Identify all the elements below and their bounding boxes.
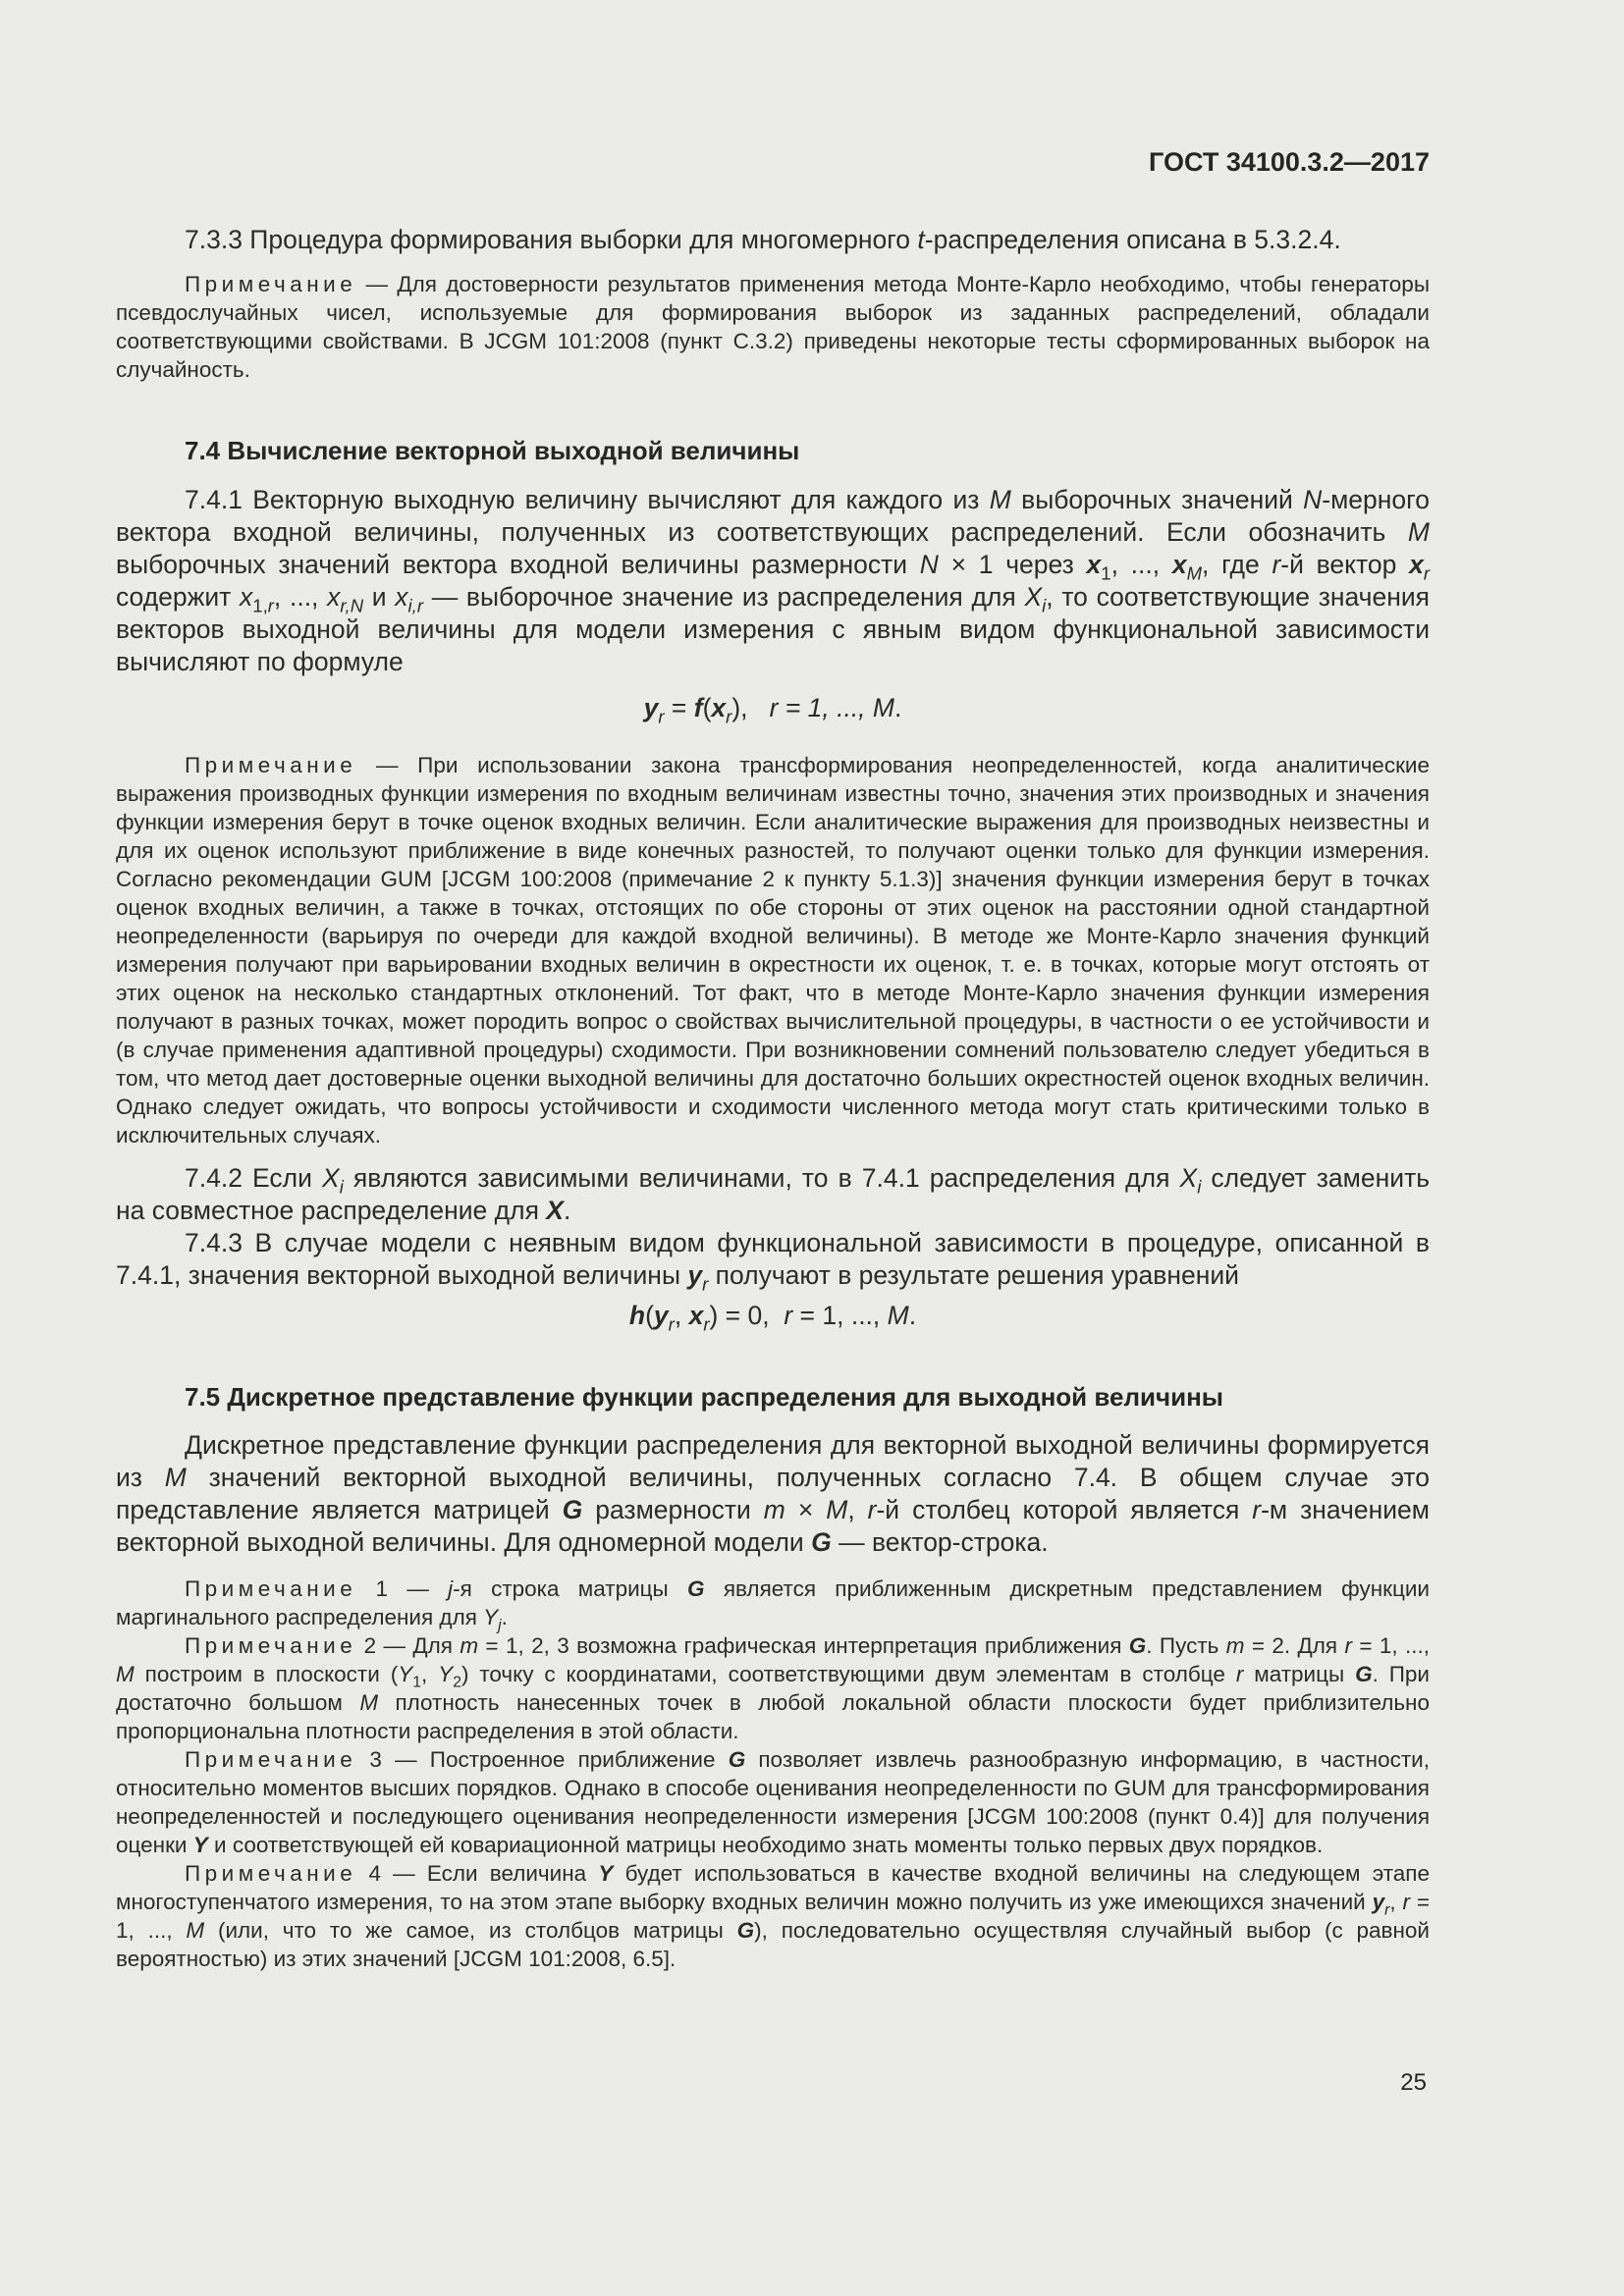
paragraph-7-4-3: 7.4.3 В случае модели с неявным видом функциональной зависимости в процедуре, описанной в 7.4.1, значения векторной выходной величины $y_r$ получают в результате решения уравнений	[116, 1228, 1430, 1295]
paragraph-7-3-3: 7.3.3 Процедура формирования выборки для многомерного t-распределения описана в 5.3.2.4.	[185, 225, 1341, 254]
paragraph-7-4-1: 7.4.1 Векторную выходную величину вычисляют для каждого из M выборочных значений N-мерного вектора входной величины, полученных из соответствующих распределений. Если обозначить M выборочных значений вектора входной величины размерности N × 1 через $x_1$, ..., $x_M$, где r-й вектор $x_r$ содержит $x_{1,r}$, ..., $x_{r,N}$ и $x_{i,r}$ — выборочное значение из распределения для $X_i$, то соответствующие значения векторов выходной величины для модели измерения с явным видом функциональной зависимости вычисляют по формуле	[116, 485, 1431, 676]
section-7-5-heading: 7.5 Дискретное представление функции распределения для выходной величины	[185, 1382, 1223, 1412]
note-label: Примечание	[185, 753, 357, 777]
note-label: Примечание	[185, 272, 357, 296]
section-7-4-heading: 7.4 Вычисление векторной выходной величины	[185, 436, 800, 465]
note-3: Примечание 3 — Построенное приближение G позволяет извлечь разнообразную информацию, в частности, относительно моментов высших порядков. Однако в способе оценивания неопределенности по GUM для трансформирования неопределенностей и последующего оценивания неопределенности измерения [JCGM 100:2008 (пункт 0.4)] для получения оценки Y и соответствующей ей ковариационной матрицы необходимо знать моменты только первых двух порядков.	[116, 1747, 1430, 1857]
note-label: Примечание	[185, 1576, 357, 1601]
paragraph-7-4-2: 7.4.2 Если $X_i$ являются зависимыми величинами, то в 7.4.1 распределения для $X_i$ следует заменить на совместное распределение для X.	[116, 1163, 1431, 1225]
note-uncertainty-propagation: Примечание — При использовании закона трансформирования неопределенностей, когда аналитические выражения производных функции измерения по входным величинам известны точно, значения этих производных и значения функции измерения берут в точке оценок входных величин. Если аналитические выражения для производных неизвестны и для их оценок используют приближение в виде конечных разностей, то получают оценки только для функции измерения. Согласно рекомендации GUM [JCGM 100:2008 (примечание 2 к пункту 5.1.3)] значения функции измерения берут в точках оценок входных величин, а также в точках, отстоящих по обе стороны от этих оценок на расстоянии одной стандартной неопределенности (варьируя по очереди для каждой входной величины). В методе же Монте-Карло значения функций измерения получают при варьировании входных величин в окрестности их оценок, т. е. в точках, которые могут отстоять от этих оценок на несколько стандартных отклонений. Тот факт, что в методе Монте-Карло значения функции измерения получают в разных точках, может породить вопрос о свойствах вычислительной процедуры, в частности о ее устойчивости и (в случае применения адаптивной процедуры) сходимости. При возникновении сомнений пользователю следует убедиться в том, что метод дает достоверные оценки выходной величины для достаточно больших окрестностей оценок входных величин. Однако следует ожидать, что вопросы устойчивости и сходимости численного метода могут стать критическими только в исключительных случаях.	[116, 753, 1430, 1148]
page-number: 25	[1400, 2069, 1427, 2096]
formula-explicit-model: $y_r = f(x_r)$, r = 1, ..., M.	[643, 693, 902, 727]
note-monte-carlo-generators: Примечание — Для достоверности результатов применения метода Монте-Карло необходимо, чтобы генераторы псевдослучайных чисел, используемые для формирования выборок из заданных распределений, обладали соответствующими свойствами. В JCGM 101:2008 (пункт С.3.2) приведены некоторые тесты сформированных выборок на случайность.	[116, 272, 1430, 382]
note-label: Примечание	[185, 1861, 357, 1886]
note-1: Примечание 1 — j-я строка матрицы G является приближенным дискретным представлением функции маргинального распределения для $Y_j$.	[116, 1576, 1430, 1634]
page-content	[116, 224, 1430, 1973]
standard-header: ГОСТ 34100.3.2—2017	[1149, 147, 1430, 177]
formula-implicit-model: $h(y_r$, $x_r) = 0$, r = 1, ..., M.	[628, 1301, 917, 1335]
note-4: Примечание 4 — Если величина Y будет использоваться в качестве входной величины на следующем этапе многоступенчатого измерения, то на этом этапе выборку входных величин можно получить из уже имеющихся значений $y_r$, r = 1, ..., M (или, что то же самое, из столбцов матрицы G), последовательно осуществляя случайный выбор (с равной вероятностью) из этих значений [JCGM 101:2008, 6.5].	[116, 1861, 1430, 1971]
paragraph-7-5: Дискретное представление функции распределения для векторной выходной величины формируется из M значений векторной выходной величины, полученных согласно 7.4. В общем случае это представление является матрицей G размерности m × M, r-й столбец которой является r-м значением векторной выходной величины. Для одномерной модели G — вектор-строка.	[116, 1430, 1430, 1557]
note-2: Примечание 2 — Для m = 1, 2, 3 возможна графическая интерпретация приближения G. Пусть m = 2. Для r = 1, ..., M построим в плоскости ($Y_1$, $Y_2$) точку с координатами, соответствующими двум элементам в столбце r матрицы G. При достаточно большом M плотность нанесенных точек в любой локальной области плоскости будет приблизительно пропорциональна плотности распределения в этой области.	[116, 1633, 1431, 1743]
note-label: Примечание	[185, 1633, 357, 1658]
note-label: Примечание	[185, 1747, 357, 1772]
